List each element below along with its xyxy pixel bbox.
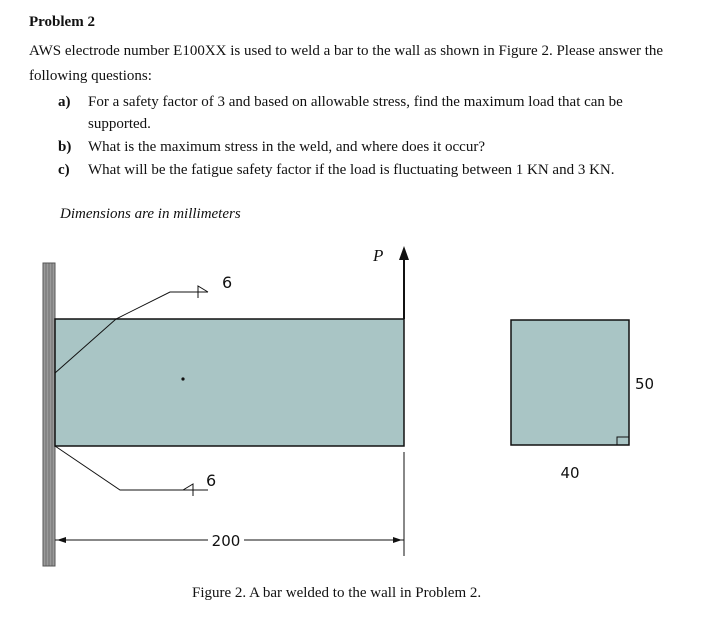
- load-label: P: [373, 246, 384, 265]
- weld-leader-bottom: [55, 446, 208, 490]
- dimension-arrow-right: [393, 537, 402, 543]
- wall: [43, 263, 55, 566]
- length-label: 200: [211, 532, 241, 550]
- question-text: What is the maximum stress in the weld, and where does it occur?: [88, 139, 485, 155]
- weld-size-top: 6: [222, 273, 233, 292]
- problem-intro: AWS electrode number E100XX is used to weld a bar to the wall as shown in Figure 2. Please answer the following questions:: [29, 43, 664, 84]
- section-width-label: 40: [560, 464, 580, 482]
- cross-section: [511, 320, 629, 445]
- question-label: a): [58, 94, 71, 110]
- dimensions-note: Dimensions are in millimeters: [60, 206, 241, 222]
- question-label: b): [58, 139, 72, 155]
- question-text: What will be the fatigue safety factor if the load is fluctuating between 1 KN and 3 KN.: [88, 162, 615, 178]
- load-arrow-head: [399, 246, 409, 260]
- problem-title: Problem 2: [29, 14, 95, 30]
- section-height-label: 50: [635, 375, 655, 393]
- bar-centroid-dot: [181, 377, 184, 380]
- bar: [55, 319, 404, 446]
- question-text: For a safety factor of 3 and based on allowable stress, find the maximum load that can be supported.: [88, 94, 623, 132]
- question-label: c): [58, 162, 70, 178]
- figure-caption: Figure 2. A bar welded to the wall in Problem 2.: [192, 585, 482, 601]
- weld-size-bottom: 6: [206, 471, 217, 490]
- dimension-arrow-left: [57, 537, 66, 543]
